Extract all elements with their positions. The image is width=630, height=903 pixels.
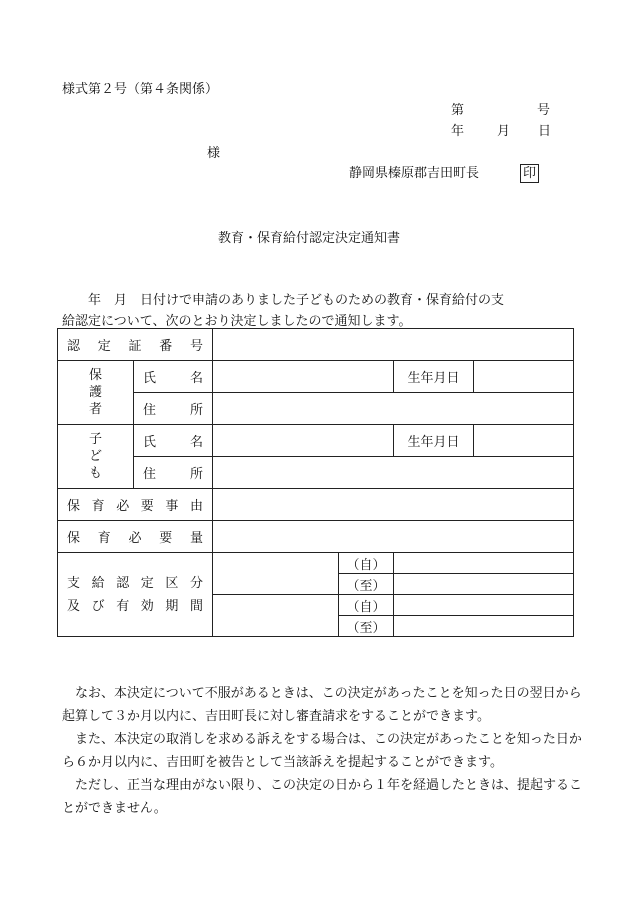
- guardian-address-label: [134, 393, 213, 425]
- guardian-dob-label: 生年月日: [394, 361, 474, 393]
- need-reason-value: [213, 489, 574, 521]
- intro-line-1: 年 月 日付けで申請のありました子どものための教育・保育給付の支: [62, 293, 505, 308]
- certification-table: [57, 328, 574, 637]
- period-2-to-value: [394, 616, 574, 637]
- period-2-from-label: （自）: [339, 595, 394, 616]
- child-address-text: 住 所: [143, 467, 204, 482]
- child-label: [58, 425, 134, 489]
- need-amount-text: 保 育 必 要 量: [67, 531, 204, 546]
- number-label-prefix: 第: [451, 103, 465, 118]
- period-2-from-value: [394, 595, 574, 616]
- note-paragraph-3: ただし、正当な理由がない限り、この決定の日から１年を経過したときは、提起することができません。: [62, 778, 583, 816]
- child-name-text: 氏 名: [143, 435, 204, 450]
- notes-section: [62, 682, 584, 820]
- period-label-line-2: 及 び 有 効 期 間: [67, 598, 203, 614]
- intro-text: [62, 290, 582, 332]
- date-day-label: 日: [538, 124, 552, 139]
- cert-number-text: 認 定 証 番 号: [67, 339, 204, 354]
- need-reason-text: 保 育 必 要 事 由: [67, 499, 203, 514]
- guardian-label: [58, 361, 134, 425]
- guardian-dob-value: [474, 361, 574, 393]
- period-2-to-label: （至）: [339, 616, 394, 637]
- child-dob-value: [474, 425, 574, 457]
- note-paragraph-1: なお、本決定について不服があるときは、この決定があったことを知った日の翌日から起算して３か月以内に、吉田町長に対し審査請求をすることができます。: [62, 686, 582, 724]
- intro-line-2: 給認定について、次のとおり決定しましたので通知します。: [62, 314, 412, 329]
- guardian-address-value: [213, 393, 574, 425]
- period-category-1: [213, 553, 339, 595]
- form-label: 様式第２号（第４条関係）: [62, 82, 219, 97]
- child-label-text: 子ども: [89, 432, 103, 481]
- need-amount-label: [58, 521, 213, 553]
- need-amount-value: [213, 521, 574, 553]
- guardian-name-label: [134, 361, 213, 393]
- date-month-label: 月: [497, 124, 511, 139]
- child-address-label: [134, 457, 213, 489]
- need-reason-label: [58, 489, 213, 521]
- guardian-name-text: 氏 名: [143, 371, 204, 386]
- child-name-label: [134, 425, 213, 457]
- cert-number-value: [213, 329, 574, 361]
- guardian-address-text: 住 所: [143, 403, 204, 418]
- period-label: [58, 553, 213, 637]
- period-category-2: [213, 595, 339, 637]
- addressee-suffix: 様: [207, 146, 221, 161]
- child-name-value: [213, 425, 394, 457]
- period-1-to-label: （至）: [339, 574, 394, 595]
- number-label-suffix: 号: [537, 103, 551, 118]
- period-label-line-1: 支 給 認 定 区 分: [67, 575, 203, 591]
- period-1-to-value: [394, 574, 574, 595]
- guardian-label-text: 保護者: [89, 368, 103, 417]
- date-year-label: 年: [451, 124, 465, 139]
- period-1-from-label: （自）: [339, 553, 394, 574]
- seal-mark: 印: [520, 164, 539, 183]
- guardian-name-value: [213, 361, 394, 393]
- document-title: 教育・保育給付認定決定通知書: [218, 231, 401, 246]
- child-address-value: [213, 457, 574, 489]
- issuer-name: 静岡県榛原郡吉田町長: [349, 166, 480, 181]
- cert-number-label: [58, 329, 213, 361]
- note-paragraph-2: また、本決定の取消しを求める訴えをする場合は、この決定があったことを知った日から６か月以内に、吉田町を被告として当該訴えを提起することができます。: [62, 732, 582, 770]
- period-1-from-value: [394, 553, 574, 574]
- child-dob-label: 生年月日: [394, 425, 474, 457]
